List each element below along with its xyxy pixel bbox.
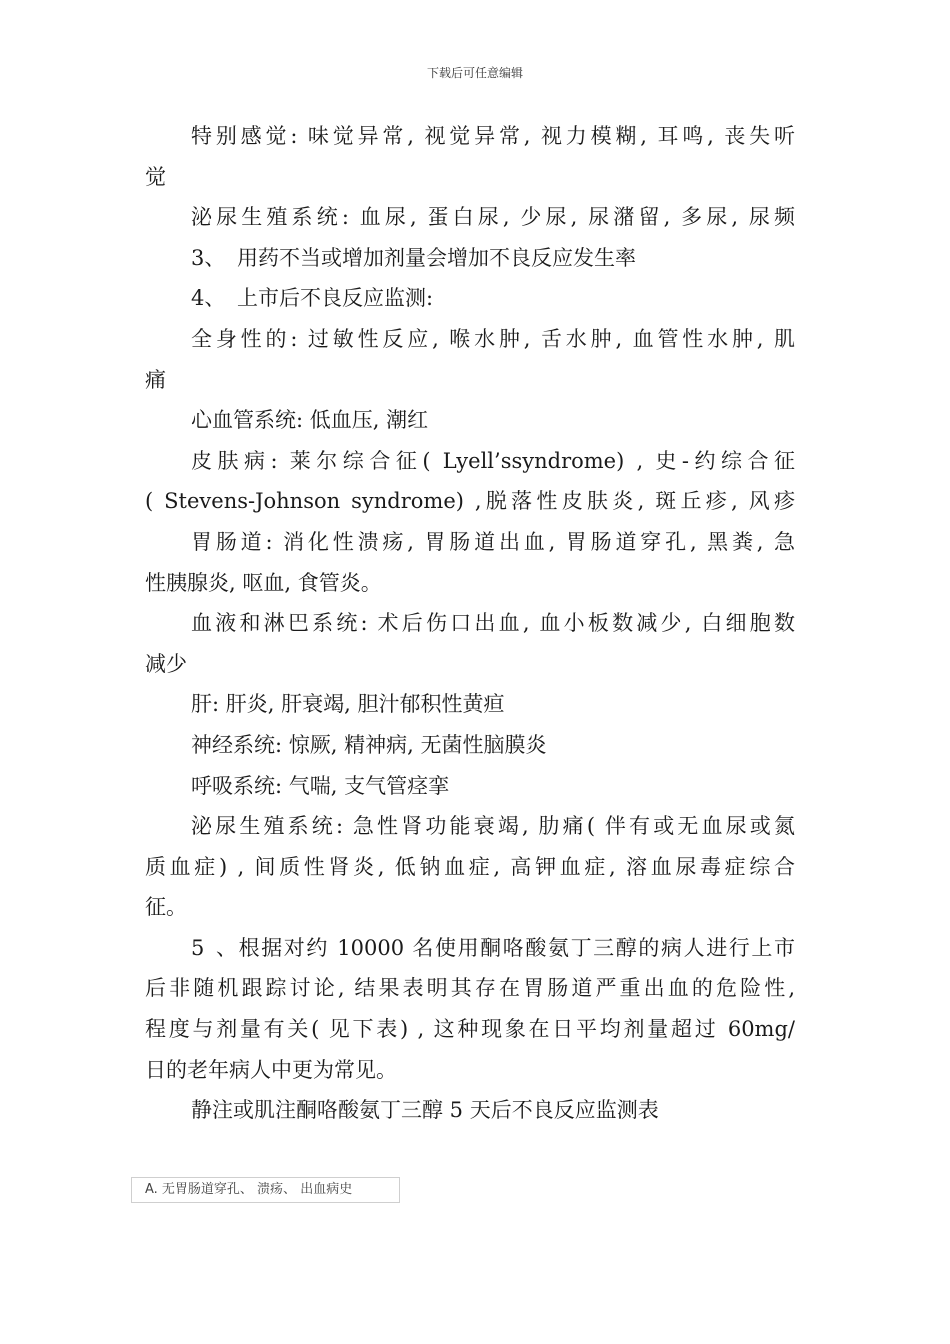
text-line: 呼吸系统: 气喘, 支气管痉挛 <box>191 773 450 798</box>
text-line: 全身性的: 过敏性反应, 喉水肿, 舌水肿, 血管性水肿, 肌 <box>191 326 795 351</box>
text-line: 日的老年病人中更为常见。 <box>145 1057 397 1082</box>
numbered-item-4 <box>145 278 795 319</box>
text-line: 心血管系统: 低血压, 潮红 <box>191 408 429 433</box>
document-body <box>145 116 795 1131</box>
item-text: 根据对约 10000 名使用酮咯酸氨丁三醇的病人进行上市 <box>237 935 795 960</box>
text-line: 后非随机跟踪讨论, 结果表明其存在胃肠道严重出血的危险性, <box>145 976 795 1001</box>
text-line: 觉 <box>145 164 166 189</box>
numbered-item-3 <box>145 238 795 279</box>
numbered-item-5 <box>145 928 795 969</box>
text-line: 性胰腺炎, 呕血, 食管炎。 <box>145 570 382 595</box>
page-header: 下载后可任意编辑 <box>426 66 523 80</box>
table-caption: 静注或肌注酮咯酸氨丁三醇 5 天后不良反应监测表 <box>191 1098 659 1123</box>
text-line: 质血症) , 间质性肾炎, 低钠血症, 高钾血症, 溶血尿毒症综合 <box>145 854 795 879</box>
text-line: 血液和淋巴系统: 术后伤口出血, 血小板数减少, 白细胞数 <box>191 611 795 636</box>
text-line: 肝: 肝炎, 肝衰竭, 胆汁郁积性黄疸 <box>191 692 505 717</box>
text-line: 痛 <box>145 367 166 392</box>
item-text: 上市后不良反应监测: <box>237 286 434 311</box>
text-line: 神经系统: 惊厥, 精神病, 无菌性脑膜炎 <box>191 732 547 757</box>
item-number: 3、 <box>191 245 226 270</box>
item-text: 用药不当或增加剂量会增加不良反应发生率 <box>237 245 636 270</box>
text-line: 泌尿生殖系统: 急性肾功能衰竭, 肋痛( 伴有或无血尿或氮 <box>191 814 795 839</box>
text-line: ( Stevens-Johnson syndrome) ,脱落性皮肤炎, 斑丘疹, 风疹 <box>145 489 795 514</box>
text-line: 程度与剂量有关( 见下表) , 这种现象在日平均剂量超过 60mg/ <box>145 1017 795 1042</box>
item-number: 4、 <box>191 286 226 311</box>
table-cell: A. 无胃肠道穿孔、 溃疡、 出血病史 <box>131 1177 400 1203</box>
text-line: 泌尿生殖系统: 血尿, 蛋白尿, 少尿, 尿潴留, 多尿, 尿频 <box>191 205 795 230</box>
text-line: 胃肠道: 消化性溃疡, 胃肠道出血, 胃肠道穿孔, 黑粪, 急 <box>191 529 795 554</box>
item-number: 5、 <box>191 935 237 960</box>
text-line: 皮肤病: 莱尔综合征( Lyell’ssyndrome) , 史-约综合征 <box>191 448 795 473</box>
text-line: 减少 <box>145 651 187 676</box>
text-line: 征。 <box>145 895 187 920</box>
text-line: 特别感觉: 味觉异常, 视觉异常, 视力模糊, 耳鸣, 丧失听 <box>191 124 795 148</box>
